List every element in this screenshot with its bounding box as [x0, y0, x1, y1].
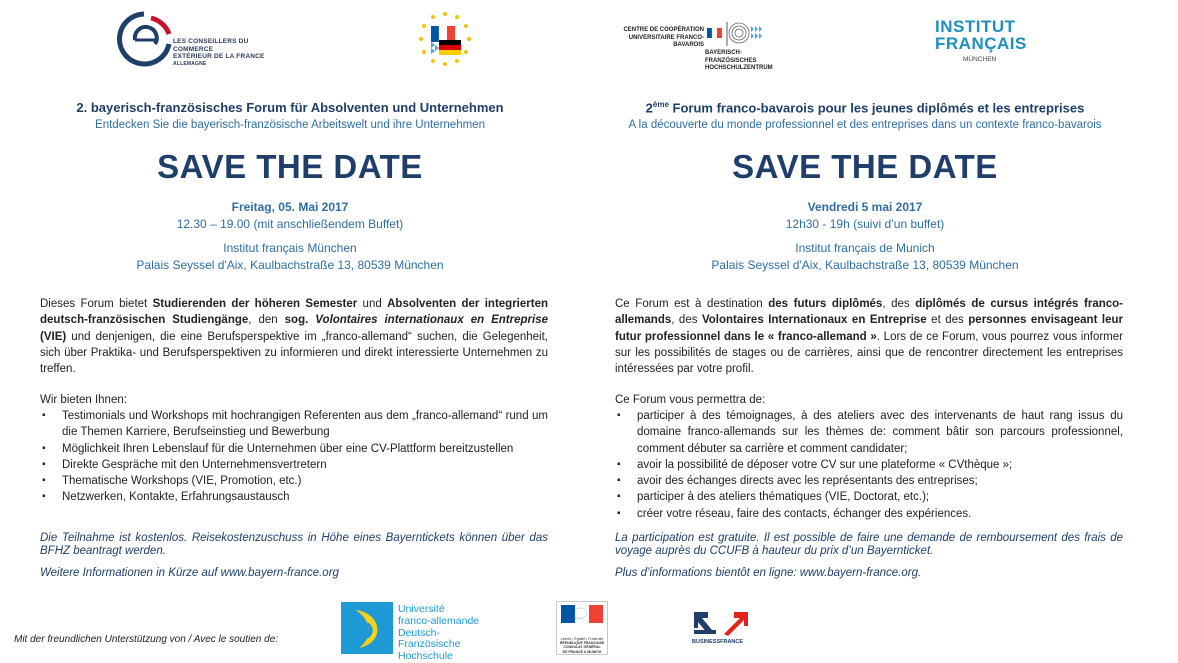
consulat-logo: Liberté • Égalité • Fraternité RÉPUBLIQUE FRANÇAISE CONSULAT GÉNÉRAL DE FRANCE À MUNICH — [556, 601, 608, 655]
list-item: ▪ créer votre réseau, faire des contacts, échanger des expériences. — [615, 506, 1123, 522]
forum-subtitle-de: Entdecken Sie die bayerisch-französische Arbeitswelt und ihre Unternehmen — [95, 119, 485, 131]
save-the-date-de: SAVE THE DATE — [157, 148, 423, 185]
institut-francais-logo: INSTITUT FRANÇAIS MÜNCHEN — [935, 17, 1027, 63]
offers-list-de — [40, 408, 548, 506]
list-item: ▪ Testimonials und Workshops mit hochrangigen Referenten aus dem „franco-allemand“ rund um die Themen Karriere, Berufseinstieg und Bewerbung — [40, 408, 548, 441]
intro-paragraph-fr: Ce Forum est à destination des futurs diplômés, des diplômés de cursus intégrés franco-allemands, des Volontaires Internationaux en Entreprise et des personnes envisageant leur futur professionnel dans le « franco-allemand ». Lors de ce Forum, vous pourrez vous informer sur les possibilités de stages ou de carrières, ainsi que de rencontrer directement les entreprises intéressées par votre profil. — [615, 298, 1123, 376]
eu-stars-icon — [417, 10, 473, 68]
more-info-de: Weitere Informationen in Kürze auf www.bayern-france.org — [40, 567, 339, 579]
ccef-text: LES CONSEILLERS DU COMMERCE EXTÉRIEUR DE LA FRANCE ALLEMAGNE — [173, 38, 265, 67]
event-date-fr: Vendredi 5 mai 2017 — [807, 200, 923, 214]
list-item: ▪ participer à des ateliers thématiques (VIE, Doctorat, etc.); — [615, 489, 1123, 505]
ccef-emblem-icon — [115, 10, 173, 68]
venue-de: Institut français München — [223, 241, 357, 255]
save-the-date-fr: SAVE THE DATE — [732, 148, 998, 185]
offers-heading-fr: Ce Forum vous permettra de: — [615, 394, 766, 406]
intro-paragraph-de: Dieses Forum bietet Studierenden der höheren Semester und Absolventen der integrierten deutsch-französischen Studiengänge, den sog. Volontaires internationaux en Entreprise (VIE) und denjenigen, die eine Berufsperspektive im „franco-allemand“ suchen, die Gelegenheit, sich über Praktika- und Berufsperspektiven zu informieren und direkt interessierte Unternehmen zu treffen. — [40, 298, 548, 376]
event-time-fr: 12h30 - 19h (suivi d’un buffet) — [785, 217, 945, 231]
marianne-icon — [557, 602, 607, 632]
forum-title-de: 2. bayerisch-französisches Forum für Absolventen und Unternehmen — [76, 100, 504, 115]
ufa-dfh-logo: Université franco-allemande Deutsch-Französische Hochschule — [341, 602, 501, 654]
participation-note-de: Die Teilnahme ist kostenlos. Reisekostenzuschuss in Höhe eines Bayerntickets können über das BFHZ beantragt werden. — [40, 532, 548, 557]
businessfrance-arrows-icon — [690, 608, 752, 638]
address-de: Palais Seyssel d'Aix, Kaulbachstraße 13, 80539 München — [136, 258, 444, 272]
businessfrance-logo: BUSINESSFRANCE — [690, 608, 752, 648]
venue-fr: Institut français de Munich — [795, 241, 935, 255]
eu-franco-bavarian-flags-logo — [417, 10, 473, 68]
ccef-logo — [115, 8, 285, 72]
forum-subtitle-fr: A la découverte du monde professionnel et des entreprises dans un contexte franco-bavarois — [628, 119, 1102, 131]
list-item: ▪ avoir des échanges directs avec les représentants des entreprises; — [615, 473, 1123, 489]
list-item: ▪ Möglichkeit Ihren Lebenslauf für die Unternehmen über eine CV-Plattform bereitzustellen — [40, 441, 548, 457]
list-item: ▪ avoir la possibilité de déposer votre CV sur une plateforme « CVthèque »; — [615, 457, 1123, 473]
list-item: ▪ Thematische Workshops (VIE, Promotion, etc.) — [40, 473, 548, 489]
list-item: ▪ Direkte Gespräche mit den Unternehmensvertretern — [40, 457, 548, 473]
ufa-emblem-icon — [341, 602, 393, 654]
list-item: ▪ participer à des témoignages, à des ateliers avec des intervenants de haut rang issus du domaine franco-allemands sur les thèmes de: comment bâtir son parcours professionnel, comment débuter sa carrière et comment candidater; — [615, 408, 1123, 457]
event-time-de: 12.30 – 19.00 (mit anschließendem Buffet) — [176, 217, 404, 231]
more-info-fr: Plus d’informations bientôt en ligne: www.bayern-france.org. — [615, 567, 922, 579]
forum-title-fr: 2ème Forum franco-bavarois pour les jeunes diplômés et les entreprises — [645, 100, 1085, 116]
event-date-de: Freitag, 05. Mai 2017 — [231, 200, 349, 214]
ccufb-bfhz-logo: CENTRE DE COOPÉRATION UNIVERSITAIRE FRANCO-BAVAROIS BAYERISCH-FRANZÖSISCHES HOCHSCHULZENTRUM — [600, 18, 790, 70]
list-item: ▪ Netzwerken, Kontakte, Erfahrungsaustausch — [40, 489, 548, 505]
offers-heading-de: Wir bieten Ihnen: — [40, 394, 127, 406]
offers-list-fr — [615, 408, 1123, 522]
participation-note-fr: La participation est gratuite. Il est possible de faire une demande de remboursement des frais de voyage auprès du CCUFB à hauteur du prix d’un Bayernticket. — [615, 532, 1123, 557]
address-fr: Palais Seyssel d'Aix, Kaulbachstraße 13, 80539 München — [711, 258, 1019, 272]
support-label: Mit der freundlichen Unterstützung von / Avec le soutien de: — [14, 634, 279, 645]
ccufb-emblem-icon — [705, 20, 765, 48]
